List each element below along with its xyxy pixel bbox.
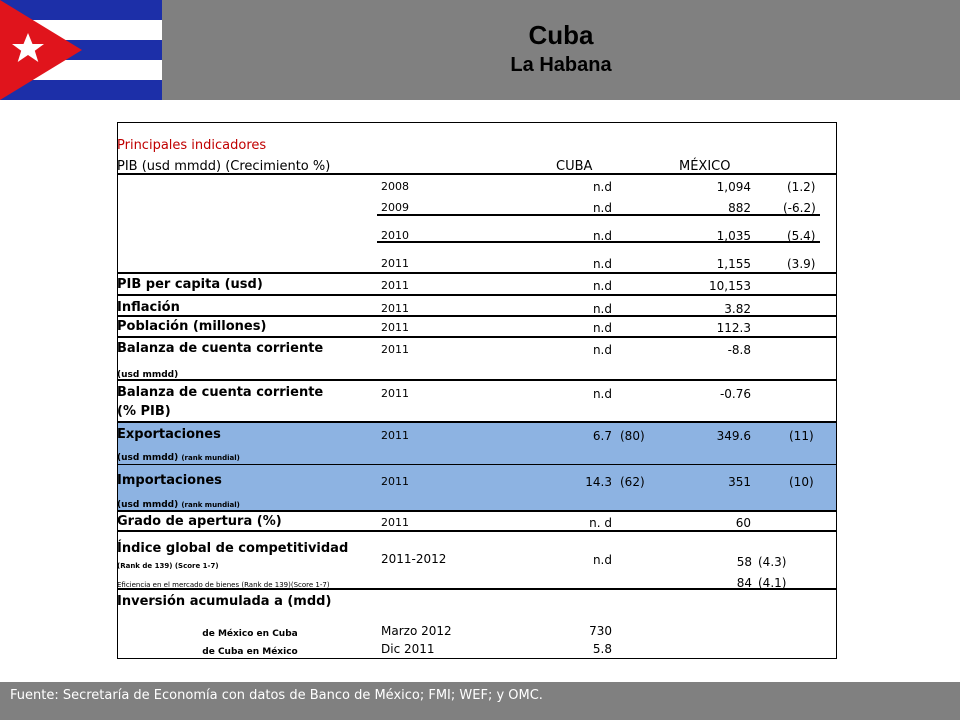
row-label: PIB per capita (usd) bbox=[117, 277, 263, 292]
footer-bar bbox=[0, 682, 960, 720]
page-subtitle: La Habana bbox=[510, 54, 612, 76]
year-cell: 2010 bbox=[381, 229, 409, 242]
mexico-value: 112.3 bbox=[716, 321, 751, 335]
year-cell: 2008 bbox=[381, 180, 409, 193]
efficiency-rank: 84 bbox=[736, 576, 752, 590]
row-sublabel: (Rank de 139) (Score 1-7) bbox=[117, 562, 219, 570]
cuba-value: 6.7 bbox=[592, 429, 612, 443]
mexico-value: -0.76 bbox=[719, 387, 751, 401]
cuba-value: n.d bbox=[592, 321, 612, 335]
cuba-rank: (62) bbox=[620, 475, 645, 489]
year-cell: 2011 bbox=[381, 279, 409, 292]
investment-row-label: de México en Cuba bbox=[202, 629, 298, 639]
year-cell: 2011 bbox=[381, 343, 409, 356]
cuba-flag-icon bbox=[0, 0, 162, 100]
investment-date: Marzo 2012 bbox=[381, 624, 452, 638]
header-bar bbox=[0, 0, 960, 100]
row-label: Índice global de competitividad bbox=[117, 541, 349, 556]
growth-value: (5.4) bbox=[787, 229, 816, 243]
mexico-value: 882 bbox=[728, 201, 751, 215]
efficiency-label: Eficiencia en el mercado de bienes (Rank de 139)(Score 1-7) bbox=[117, 581, 330, 589]
row-sublabel: (% PIB) bbox=[117, 404, 171, 419]
cuba-value: n.d bbox=[592, 553, 612, 567]
mexico-value: 60 bbox=[735, 516, 751, 530]
cuba-value: n.d bbox=[592, 201, 612, 215]
table-divider bbox=[117, 530, 837, 532]
year-cell: 2011 bbox=[381, 475, 409, 488]
table-divider bbox=[117, 421, 837, 423]
source-note: Fuente: Secretaría de Economía con datos de Banco de México; FMI; WEF; y OMC. bbox=[10, 688, 543, 703]
investment-label: Inversión acumulada a (mdd) bbox=[117, 594, 332, 609]
cuba-value: n.d bbox=[592, 229, 612, 243]
mexico-rank: (10) bbox=[789, 475, 814, 489]
pib-label: PIB (usd mmdd) (Crecimiento %) bbox=[117, 159, 331, 174]
investment-value: 730 bbox=[589, 624, 612, 638]
mexico-rank: (11) bbox=[789, 429, 814, 443]
cuba-value: 14.3 bbox=[585, 475, 612, 489]
mexico-value: 10,153 bbox=[709, 279, 751, 293]
year-cell: 2011-2012 bbox=[381, 552, 447, 566]
table-divider bbox=[117, 272, 837, 274]
year-cell: 2009 bbox=[381, 201, 409, 214]
mexico-value: 1,094 bbox=[716, 180, 751, 194]
column-header-mexico: MÉXICO bbox=[679, 159, 731, 174]
row-sublabel: (usd mmdd) bbox=[117, 370, 179, 380]
row-label: Exportaciones bbox=[117, 427, 221, 442]
growth-value: (1.2) bbox=[787, 180, 816, 194]
row-label: Población (millones) bbox=[117, 319, 267, 334]
cuba-value: n.d bbox=[592, 257, 612, 271]
cuba-value: n.d bbox=[592, 343, 612, 357]
year-cell: 2011 bbox=[381, 302, 409, 315]
year-cell: 2011 bbox=[381, 257, 409, 270]
cuba-value: n.d bbox=[592, 180, 612, 194]
column-header-cuba: CUBA bbox=[556, 159, 593, 174]
row-sublabel bbox=[117, 451, 240, 465]
rank-label: (rank mundial) bbox=[181, 501, 240, 509]
investment-value: 5.8 bbox=[592, 642, 612, 656]
cuba-rank: (80) bbox=[620, 429, 645, 443]
mexico-value: -8.8 bbox=[727, 343, 751, 357]
table-divider bbox=[117, 294, 837, 296]
growth-value: (3.9) bbox=[787, 257, 816, 271]
page-title: Cuba bbox=[528, 20, 594, 50]
investment-date: Dic 2011 bbox=[381, 642, 435, 656]
row-label: Balanza de cuenta corriente bbox=[117, 385, 324, 400]
mexico-value: 349.6 bbox=[716, 429, 751, 443]
rank-label: (rank mundial) bbox=[181, 454, 240, 462]
mexico-value: 1,035 bbox=[716, 229, 751, 243]
unit-label: (usd mmdd) bbox=[117, 500, 179, 510]
mexico-value: 351 bbox=[728, 475, 751, 489]
cuba-value: n.d bbox=[592, 279, 612, 293]
mexico-value: 1,155 bbox=[716, 257, 751, 271]
table-divider bbox=[117, 379, 837, 381]
mexico-rank: 58 bbox=[736, 555, 752, 569]
year-cell: 2011 bbox=[381, 429, 409, 442]
year-cell: 2011 bbox=[381, 387, 409, 400]
cuba-value: n.d bbox=[592, 387, 612, 401]
cuba-value: n.d bbox=[592, 302, 612, 316]
row-sublabel bbox=[117, 498, 240, 512]
section-title: Principales indicadores bbox=[117, 138, 267, 153]
efficiency-score: (4.1) bbox=[758, 576, 787, 590]
row-label: Balanza de cuenta corriente bbox=[117, 341, 324, 356]
mexico-value: 3.82 bbox=[724, 302, 751, 316]
table-divider bbox=[117, 336, 837, 338]
row-label: Importaciones bbox=[117, 473, 222, 488]
cuba-value: n. d bbox=[589, 516, 612, 530]
unit-label: (usd mmdd) bbox=[117, 453, 179, 463]
investment-row-label: de Cuba en México bbox=[202, 647, 298, 657]
year-cell: 2011 bbox=[381, 321, 409, 334]
year-cell: 2011 bbox=[381, 516, 409, 529]
growth-value: (-6.2) bbox=[783, 201, 816, 215]
row-label: Inflación bbox=[117, 300, 180, 315]
mexico-score: (4.3) bbox=[758, 555, 787, 569]
row-label: Grado de apertura (%) bbox=[117, 514, 282, 529]
